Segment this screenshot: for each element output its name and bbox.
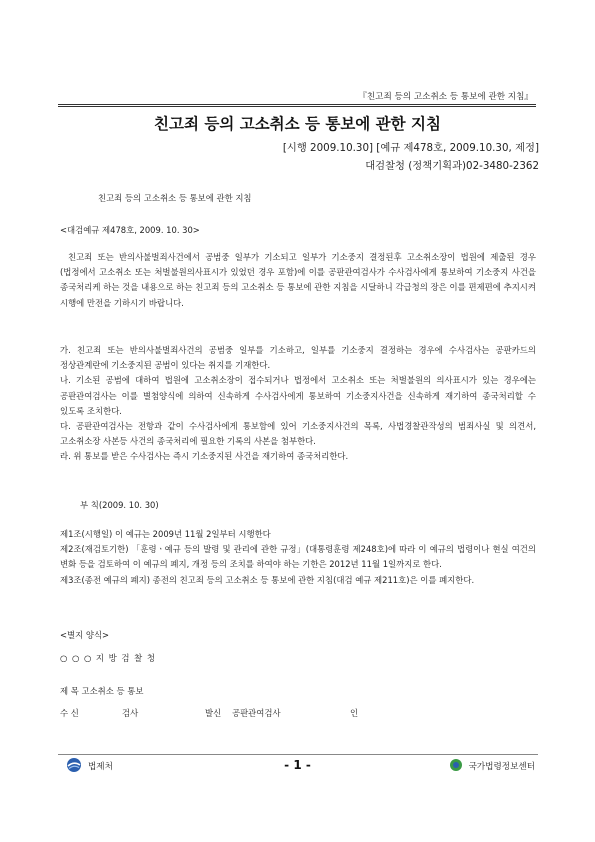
footer-rule	[58, 754, 538, 755]
document-subtitle: 친고죄 등의 고소취소 등 통보에 관한 지침	[98, 193, 252, 203]
recipient-row	[60, 707, 536, 721]
footer-right	[449, 758, 535, 774]
page-number: - 1 -	[284, 758, 311, 772]
article-3: 제3조(종전 예규의 폐지) 종전의 친고죄 등의 고소취소 등 통보에 관한 지침(대검 예규 제211호)은 이를 폐지한다.	[60, 574, 475, 585]
recipient-label: 수 신	[60, 708, 79, 718]
article-1: 제1조(시행일) 이 예규는 2009년 11월 2일부터 시행한다	[60, 529, 271, 539]
regulation-reference: <대검예규 제478호, 2009. 10. 30>	[60, 225, 200, 235]
form-subject: 제 목 고소취소 등 통보	[60, 686, 144, 696]
instruction-item: 나. 기소된 공범에 대하여 법원에 고소취소장이 접수되거나 법정에서 고소취소 또는 처벌불원의 의사표시가 있는 경우에는 공판관여검사는 이를 별첨양식에 의하여 신속하게 수사검사에게 통보하여 기소중지사건을 신속하게 재기하여 종국처리할 수 있도록 조치한다.	[60, 375, 536, 416]
instruction-item: 다. 공판관여검사는 전항과 같이 수사검사에게 통보함에 있어 기소중지사건의 목록, 사법경찰관작성의 범죄사실 및 의견서, 고소취소장 사본등 사건의 종국처리에 필요한 기록의 사본을 첨부한다.	[60, 421, 536, 447]
header-rule-top	[58, 104, 536, 105]
prosecutors-office: ○ ○ ○ 지 방 검 찰 청	[60, 653, 157, 663]
instruction-item: 가. 친고죄 또는 반의사불벌죄사건의 공범중 일부를 기소하고, 일부를 기소중지 결정하는 경우에 수사검사는 공판카드의 정상관계란에 기소중지된 공범이 있다는 취지를 기재한다.	[60, 345, 536, 371]
intro-paragraph: 친고죄 또는 반의사불벌죄사건에서 공범중 일부가 기소되고 일부가 기소중지 결정된후 고소취소장이 법원에 제출된 경우(법정에서 고소취소 또는 처벌불원의사표시가 있었던 경우 포함)에 이를 공판관여검사가 수사검사에게 통보하여 기소중지 사건을 종국처리케 하는 것을 내용으로 하는 친고죄 등의 고소취소 등 통보에 관한 지침을 시달하니 각급청의 장은 이를 편제편에 추지시켜 시행에 만전을 기하시기 바랍니다.	[60, 252, 536, 308]
article-2: 제2조(재검토기한) 「훈령ㆍ예규 등의 발령 및 관리에 관한 규정」(대통령훈령 제248호)에 따라 이 예규의 법령이나 현실 여건의 변화 등을 검토하여 이 예규의 폐지, 개정 등의 조치를 하여야 하는 기한은 2012년 11월 1일까지로 한다.	[60, 544, 536, 570]
recipient-value: 검사	[122, 708, 139, 718]
contact-line: 대검찰청 (정책기획과)02-3480-2362	[365, 160, 539, 172]
law-center-logo-icon	[449, 758, 463, 775]
header-rule-bottom	[58, 106, 536, 107]
enactment-line: [시행 2009.10.30] [예규 제478호, 2009.10.30, 제정]	[282, 142, 539, 154]
form-label: <별지 양식>	[60, 630, 110, 640]
footer-left-text: 법제처	[88, 762, 113, 772]
seal-mark: 인	[350, 708, 359, 718]
supplementary-provisions-heading: 부 칙(2009. 10. 30)	[80, 500, 159, 510]
article-list	[60, 527, 536, 588]
running-title: 『친고죄 등의 고소취소 등 통보에 관한 지침』	[358, 92, 533, 102]
instruction-list	[60, 343, 536, 465]
document-title: 친고죄 등의 고소취소 등 통보에 관한 지침	[154, 115, 441, 133]
footer-right-text: 국가법령정보센터	[468, 762, 535, 772]
sender-value: 공판관여검사	[232, 708, 281, 718]
instruction-item: 라. 위 통보를 받은 수사검사는 즉시 기소중지된 사건을 재기하여 종국처리한다.	[60, 451, 349, 462]
sender-label: 발신	[205, 708, 222, 718]
